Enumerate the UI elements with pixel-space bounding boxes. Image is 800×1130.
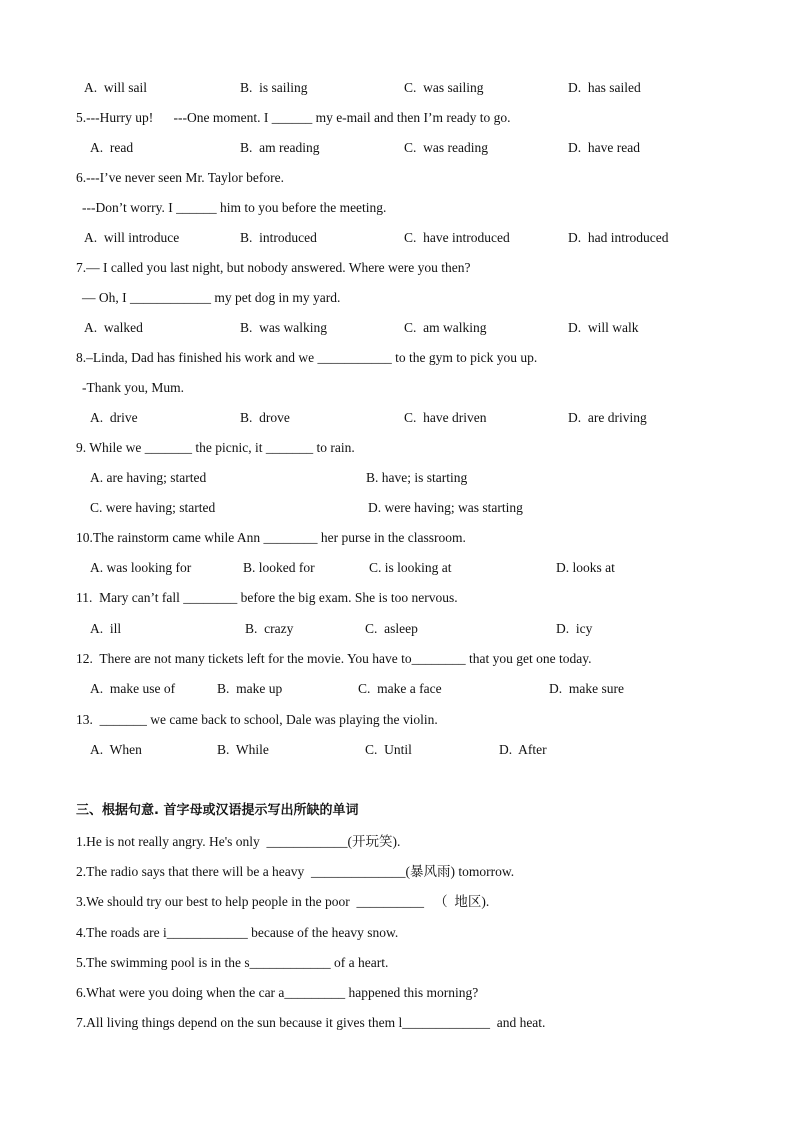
q6-option-b: B. introduced xyxy=(240,230,317,245)
q4-option-a: A. will sail xyxy=(84,80,147,95)
q7-option-b: B. was walking xyxy=(240,320,327,335)
q13-option-d: D. After xyxy=(499,742,547,757)
section3-item-4: 4.The roads are i____________ because of the heavy snow. xyxy=(76,925,399,940)
q6-question: 6.---I’ve never seen Mr. Taylor before. xyxy=(76,170,284,185)
q4-option-b: B. is sailing xyxy=(240,80,308,95)
q8-option-b: B. drove xyxy=(240,410,290,425)
q13-option-b: B. While xyxy=(217,742,269,757)
q6-option-d: D. had introduced xyxy=(568,230,669,245)
q4-option-d: D. has sailed xyxy=(568,80,641,95)
section3-heading: 三、根据句意. 首字母或汉语提示写出所缺的单词 xyxy=(76,803,359,818)
q10-question: 10.The rainstorm came while Ann ________ her purse in the classroom. xyxy=(76,530,466,545)
q12-option-d: D. make sure xyxy=(549,681,624,696)
q5-option-b: B. am reading xyxy=(240,140,320,155)
q5-question: 5.---Hurry up! ---One moment. I ______ my e-mail and then I’m ready to go. xyxy=(76,110,511,125)
section3-item-6: 6.What were you doing when the car a_________ happened this morning? xyxy=(76,985,479,1000)
q9-option-b: B. have; is starting xyxy=(366,470,468,485)
q8-option-a: A. drive xyxy=(90,410,138,425)
q7-question: 7.— I called you last night, but nobody answered. Where were you then? xyxy=(76,260,471,275)
q6-option-c: C. have introduced xyxy=(404,230,510,245)
q4-option-c: C. was sailing xyxy=(404,80,484,95)
q12-option-c: C. make a face xyxy=(358,681,442,696)
q6-reply: ---Don’t worry. I ______ him to you before the meeting. xyxy=(82,200,387,215)
q5-option-d: D. have read xyxy=(568,140,640,155)
q12-option-b: B. make up xyxy=(217,681,283,696)
q9-option-c: C. were having; started xyxy=(90,500,216,515)
q9-option-a: A. are having; started xyxy=(90,470,207,485)
section3-item-7: 7.All living things depend on the sun because it gives them l_____________ and heat. xyxy=(76,1015,546,1030)
q6-option-a: A. will introduce xyxy=(84,230,180,245)
q11-option-b: B. crazy xyxy=(245,621,294,636)
q10-option-b: B. looked for xyxy=(243,560,315,575)
q7-reply: — Oh, I ____________ my pet dog in my yard. xyxy=(82,290,341,305)
q7-option-a: A. walked xyxy=(84,320,143,335)
q5-option-a: A. read xyxy=(90,140,134,155)
q8-option-d: D. are driving xyxy=(568,410,647,425)
q8-option-c: C. have driven xyxy=(404,410,487,425)
section3-item-2: 2.The radio says that there will be a heavy ______________(暴风雨) tomorrow. xyxy=(76,864,515,879)
q11-question: 11. Mary can’t fall ________ before the big exam. She is too nervous. xyxy=(76,590,458,605)
q8-reply: -Thank you, Mum. xyxy=(82,380,184,395)
q11-option-c: C. asleep xyxy=(365,621,418,636)
q12-question: 12. There are not many tickets left for the movie. You have to________ that you get one today. xyxy=(76,651,592,666)
q11-option-d: D. icy xyxy=(556,621,593,636)
q13-option-c: C. Until xyxy=(365,742,412,757)
section3-item-1: 1.He is not really angry. He's only ____________(开玩笑). xyxy=(76,834,401,849)
q13-option-a: A. When xyxy=(90,742,142,757)
section3-item-3: 3.We should try our best to help people in the poor __________ （ 地区). xyxy=(76,894,490,909)
q9-option-d: D. were having; was starting xyxy=(368,500,523,515)
q10-option-d: D. looks at xyxy=(556,560,615,575)
q5-option-c: C. was reading xyxy=(404,140,488,155)
q7-option-c: C. am walking xyxy=(404,320,487,335)
q9-question: 9. While we _______ the picnic, it _______ to rain. xyxy=(76,440,355,455)
section3-item-5: 5.The swimming pool is in the s____________ of a heart. xyxy=(76,955,389,970)
q13-question: 13. _______ we came back to school, Dale was playing the violin. xyxy=(76,712,438,727)
q10-option-c: C. is looking at xyxy=(369,560,452,575)
q10-option-a: A. was looking for xyxy=(90,560,192,575)
q11-option-a: A. ill xyxy=(90,621,122,636)
q8-question: 8.–Linda, Dad has finished his work and we ___________ to the gym to pick you up. xyxy=(76,350,538,365)
q7-option-d: D. will walk xyxy=(568,320,639,335)
q12-option-a: A. make use of xyxy=(90,681,176,696)
